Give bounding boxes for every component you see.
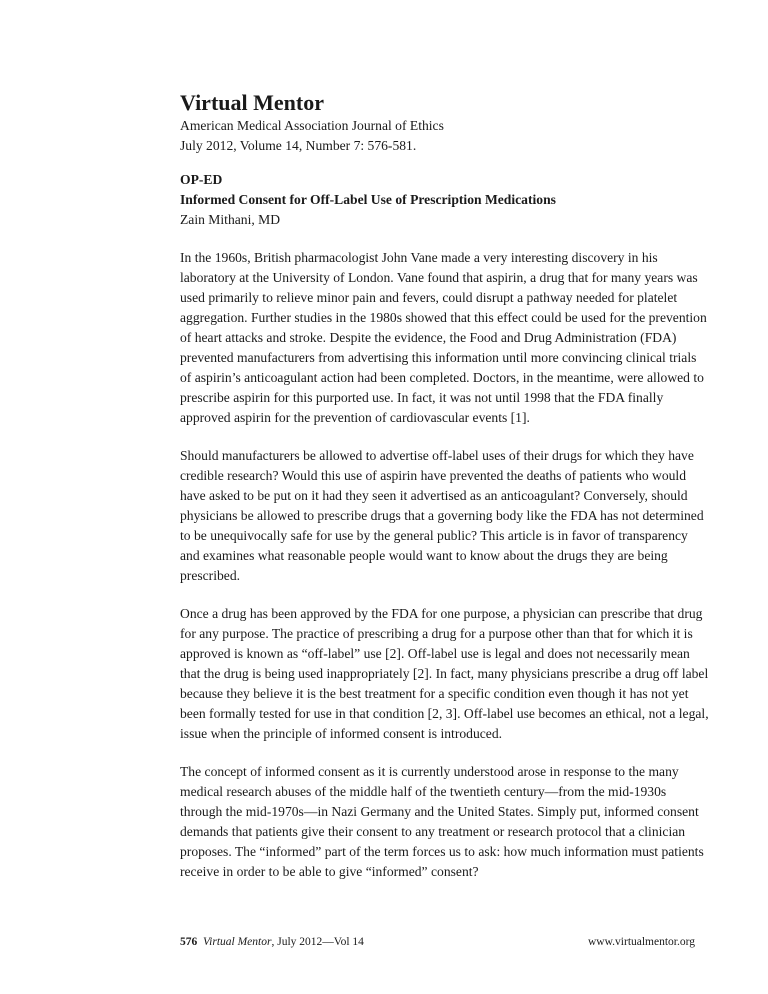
paragraph-2: Should manufacturers be allowed to advertise off-label uses of their drugs for which they have credible research? Would this use of aspirin have prevented the deaths of patients who would have asked to be put on it had they seen it advertised as an anticoagulant? Conversely, should physicians be allowed to prescribe drugs that a governing body like the FDA has not determined to be unequivocally safe for use by the general public? This article is in favor of transparency and examines what reasonable people would want to know about the drugs they are being prescribed.: [180, 448, 704, 583]
footer-citation: [180, 934, 364, 950]
page-footer: [180, 934, 695, 950]
issue-info: July 2012, Volume 14, Number 7: 576-581.: [180, 138, 417, 153]
article-content: [180, 90, 710, 900]
footer-website[interactable]: www.virtualmentor.org: [588, 936, 695, 948]
journal-subtitle: American Medical Association Journal of Ethics: [180, 118, 444, 133]
journal-title: Virtual Mentor: [180, 90, 324, 115]
article-title: Informed Consent for Off-Label Use of Prescription Medications: [180, 192, 556, 207]
article-author: Zain Mithani, MD: [180, 212, 281, 227]
footer-page-number: 576: [180, 936, 198, 948]
section-label: OP-ED: [180, 172, 223, 187]
footer-issue-text: , July 2012—Vol 14: [271, 936, 364, 948]
paragraph-1: In the 1960s, British pharmacologist John Vane made a very interesting discovery in his laboratory at the University of London. Vane found that aspirin, a drug that for many years was used primarily to relieve minor pain and fevers, could disrupt a pathway needed for platelet aggregation. Further studies in the 1980s showed that this effect could be used for the prevention of heart attacks and stroke. Despite the evidence, the Food and Drug Administration (FDA) prevented manufacturers from advertising this information until more convincing clinical trials of aspirin’s anticoagulant action had been completed. Doctors, in the meantime, were allowed to prescribe aspirin for this purported use. In fact, it was not until 1998 that the FDA finally approved aspirin for the prevention of cardiovascular events [1].: [180, 250, 707, 425]
paragraph-3: Once a drug has been approved by the FDA for one purpose, a physician can prescribe that drug for any purpose. The practice of prescribing a drug for a purpose other than that for which it is approved is known as “off-label” use [2]. Off-label use is legal and does not necessarily mean that the drug is being used inappropriately [2]. In fact, many physicians prescribe a drug off label because they believe it is the best treatment for a specific condition even though it has not yet been formally tested for use in that condition [2, 3]. Off-label use becomes an ethical, not a legal, issue when the principle of informed consent is introduced.: [180, 606, 709, 741]
footer-journal-name: Virtual Mentor: [203, 936, 272, 948]
paragraph-4: The concept of informed consent as it is currently understood arose in response to the many medical research abuses of the middle half of the twentieth century—from the mid-1930s through the mid-1970s—in Nazi Germany and the United States. Simply put, informed consent demands that patients give their consent to any treatment or research protocol that a clinician proposes. The “informed” part of the term forces us to ask: how much information must patients receive in order to be able to give “informed” consent?: [180, 764, 704, 879]
